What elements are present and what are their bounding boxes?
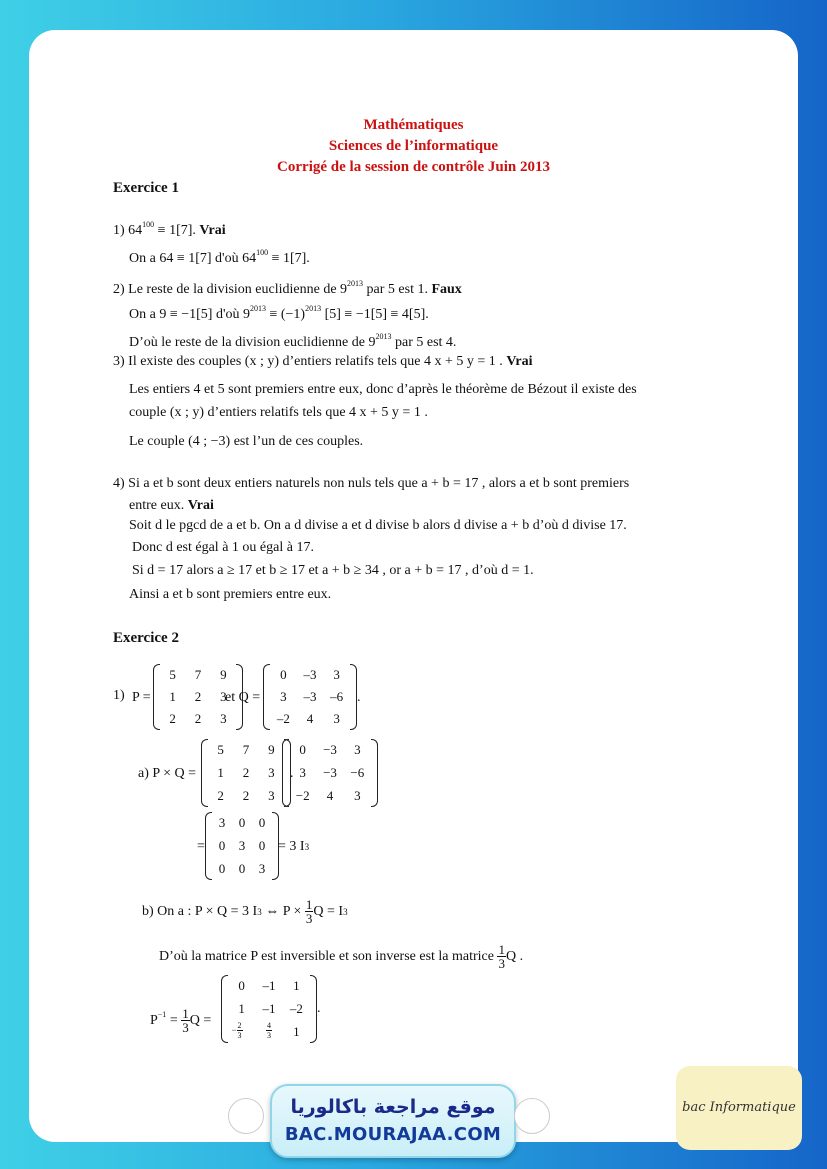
matrix-cell: –3 xyxy=(303,689,317,704)
badge-label: bac Informatique xyxy=(682,1100,796,1115)
matrix-bracket-left xyxy=(221,975,228,1043)
matrix-cell: 7 xyxy=(242,742,250,758)
matrix-cell: 0 xyxy=(218,860,226,876)
matrix-cell: 3 xyxy=(268,787,275,803)
matrix-cell: 3 xyxy=(220,689,227,704)
bac-informatique-badge xyxy=(676,1066,802,1150)
matrix-cell: −6 xyxy=(350,765,365,780)
ex1-q3-solution-3: Le couple (4 ; −3) est l’un de ces couples. xyxy=(129,434,364,449)
ex1-q4-solution-1: Soit d le pgcd de a et b. On a d divise a et d divise b alors d divise a + b d’où d divise 17. xyxy=(129,518,627,533)
matrix-cell: 3 xyxy=(238,838,246,853)
matrix-cell: 2 xyxy=(242,765,250,780)
matrix-cell: 1 xyxy=(293,1023,300,1039)
matrix-cell: 2 xyxy=(217,787,224,803)
matrix-cell: 0 xyxy=(299,742,306,758)
product-matrix-p xyxy=(201,739,291,807)
document-page xyxy=(29,30,798,1142)
header-subject: Mathématiques xyxy=(363,117,464,133)
matrix-bracket-right xyxy=(350,664,357,730)
matrix-cell: 3 xyxy=(268,765,275,780)
ex1-q3-solution-2: couple (x ; y) d’entiers relatifs tels que 4 x + 5 y = 1 . xyxy=(129,405,428,420)
site-banner[interactable] xyxy=(270,1084,516,1158)
site-logo-right-icon xyxy=(514,1098,550,1134)
matrix-cell: −3 xyxy=(323,765,337,780)
matrix-cell: 2 xyxy=(194,689,202,704)
matrix-cell: 4 xyxy=(326,787,334,803)
matrix-cell: –6 xyxy=(330,689,344,704)
product-dot: . xyxy=(290,766,294,781)
matrix-cell: 3 xyxy=(333,711,340,726)
matrix-cell: –2 xyxy=(289,1001,303,1016)
matrix-cell: 0 xyxy=(238,978,245,994)
ex1-q1-solution: On a 64 ≡ 1[7] d'où $64^{100} \equiv 1[7]$. xyxy=(129,248,310,266)
ex1-q3-solution-1: Les entiers 4 et 5 sont premiers entre eux, donc d’après le théorème de Bézout il existe des xyxy=(129,382,637,397)
matrix-cell: 4 xyxy=(306,711,314,726)
matrix-cell: 1 xyxy=(238,1001,245,1016)
fraction-one-third: $\frac{1}{3}$ xyxy=(498,942,505,971)
ex1-q2-solution: On a 9 ≡ −1[5] d'où $9^{2013} \equiv (-1)^{2013}$ [5] ≡ −1[5] ≡ 4[5]. xyxy=(129,304,429,322)
matrix-cell: 5 xyxy=(169,667,176,682)
site-logo-left-icon xyxy=(228,1098,264,1134)
ex1-q1: 1) $64^{100} \equiv 1[7]$. Vrai xyxy=(113,220,226,238)
exercise-2-title: Exercice 2 xyxy=(113,630,179,646)
site-url[interactable]: BAC.MOURAJAA.COM xyxy=(284,1124,502,1145)
matrix-cell: 3 xyxy=(333,667,340,682)
exercise-1-title: Exercice 1 xyxy=(113,180,179,196)
matrix-p-label: P = xyxy=(132,690,151,705)
matrix-cell: 5 xyxy=(217,742,224,758)
matrix-q-dot: . xyxy=(357,690,361,705)
inverse-cell-fraction-1: − $\frac{2}{3}$ xyxy=(231,1021,242,1040)
matrix-cell: 3 xyxy=(220,711,227,726)
site-name-arabic: موقع مراجعة باكالوريا xyxy=(290,1096,496,1118)
matrix-cell: –3 xyxy=(303,667,317,682)
matrix-cell: 1 xyxy=(217,765,224,780)
ex1-q4-solution-2: Donc d est égal à 1 ou égal à 17. xyxy=(132,540,314,555)
matrix-cell: –1 xyxy=(262,978,276,994)
result-matrix xyxy=(205,812,279,880)
matrix-bracket-left xyxy=(282,739,289,807)
inverse-cell-fraction-2: $\frac{4}{3}$ xyxy=(267,1021,271,1040)
matrix-cell: 9 xyxy=(220,667,227,682)
matrix-cell: 2 xyxy=(169,711,176,726)
matrix-cell: 3 xyxy=(299,765,306,780)
ex2-b-equivalence: b) On a : P × Q = 3 I3 ⇔ P × $\frac{1}{3}$ Q = I3 xyxy=(142,897,348,926)
matrix-cell: 0 xyxy=(218,838,226,853)
matrix-bracket-right xyxy=(310,975,317,1043)
matrix-cell: –1 xyxy=(262,1001,276,1016)
inverse-matrix xyxy=(221,975,317,1043)
matrix-cell: 0 xyxy=(238,815,246,831)
matrix-bracket-left xyxy=(263,664,270,730)
ex2-q1-label: 1) xyxy=(113,688,125,703)
matrix-cell: −2 xyxy=(295,787,310,803)
ex1-q2-conclusion: D’où le reste de la division euclidienne de $9^{2013}$ par 5 est 4. xyxy=(129,332,457,350)
matrix-bracket-right xyxy=(371,739,378,807)
matrix-cell: 7 xyxy=(194,667,202,682)
result-3i3: = 3 I3 xyxy=(278,839,310,854)
matrix-cell: 1 xyxy=(169,689,176,704)
matrix-cell: 3 xyxy=(354,742,361,758)
fraction-one-third: $\frac{1}{3}$ xyxy=(305,897,313,926)
matrix-cell: 3 xyxy=(354,787,361,803)
matrix-cell: 3 xyxy=(280,689,287,704)
matrix-cell: 3 xyxy=(258,860,266,876)
matrix-cell: 3 xyxy=(218,815,226,831)
ex1-q4-solution-4: Ainsi a et b sont premiers entre eux. xyxy=(129,587,332,602)
ex2-a-label: a) P × Q = xyxy=(138,766,197,781)
matrix-cell: 1 xyxy=(293,978,300,994)
matrix-cell: 9 xyxy=(268,742,275,758)
header-session: Corrigé de la session de contrôle Juin 2013 xyxy=(277,159,550,175)
inverse-dot: . xyxy=(317,1001,321,1016)
matrix-cell: 0 xyxy=(238,860,246,876)
matrix-q-label: et Q = xyxy=(225,690,261,705)
matrix-cell: 0 xyxy=(280,667,287,682)
inverse-formula-left: $P^{-1}$ = $\frac{1}{3}$ Q = xyxy=(150,1006,212,1036)
matrix-cell: 0 xyxy=(258,838,266,853)
ex2-inverse-statement: D’où la matrice P est inversible et son inverse est la matrice $\frac{1}{3}$ Q . xyxy=(159,942,524,971)
matrix-cell: −3 xyxy=(323,742,337,758)
matrix-cell: –2 xyxy=(276,711,290,726)
matrix-cell: 2 xyxy=(242,787,250,803)
matrix-cell: 0 xyxy=(258,815,266,831)
matrix-cell: 2 xyxy=(194,711,202,726)
fraction-one-third: $\frac{1}{3}$ xyxy=(182,1006,189,1036)
product-matrix-q xyxy=(282,739,378,807)
ex1-q2: 2) Le reste de la division euclidienne de $9^{2013}$ par 5 est 1. Faux xyxy=(113,279,462,297)
ex1-q4-cont: entre eux. Vrai xyxy=(129,498,214,513)
ex1-q3: 3) Il existe des couples (x ; y) d’entiers relatifs tels que 4 x + 5 y = 1 . Vrai xyxy=(113,354,533,369)
ex1-q4-solution-3: Si d = 17 alors a ≥ 17 et b ≥ 17 et a + b ≥ 34 , or a + b = 17 , d’où d = 1. xyxy=(132,563,534,578)
header-section: Sciences de l’informatique xyxy=(328,138,499,154)
result-eq: = xyxy=(197,839,205,854)
matrix-q xyxy=(263,664,357,730)
ex1-q4: 4) Si a et b sont deux entiers naturels non nuls tels que a + b = 17 , alors a et b sont premiers xyxy=(113,476,630,491)
